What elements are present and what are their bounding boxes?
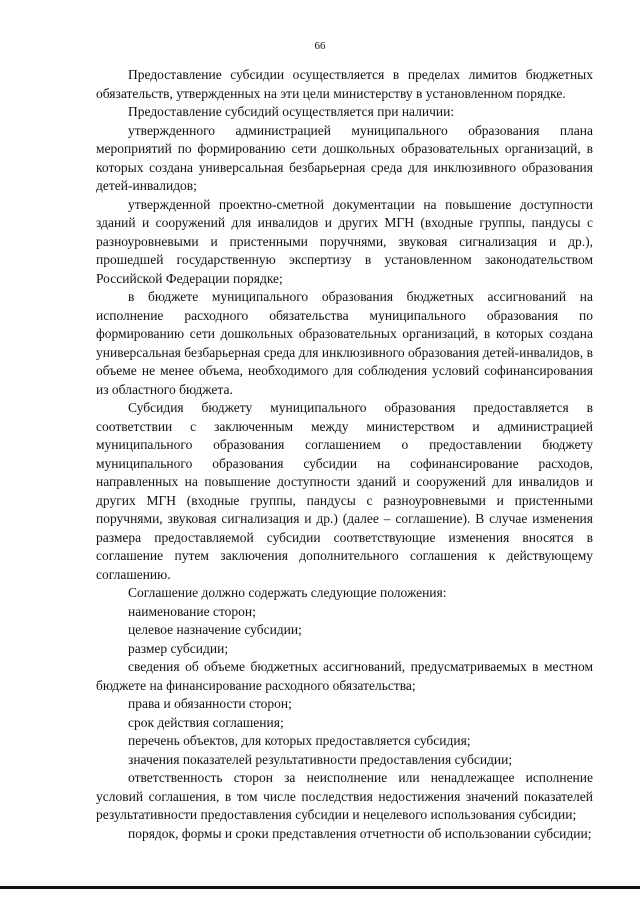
agreement-item: значения показателей результативности предоставления субсидии; bbox=[128, 751, 513, 767]
paragraph-agreement-contents: Соглашение должно содержать следующие положения: bbox=[128, 585, 447, 600]
condition-plan: утвержденного администрацией муниципального образования плана мероприятий по формированию сети дошкольных образовательных организаций, в которых создана универсальная безбарьерная среда для инклюзивного образования детей-инвалидов; bbox=[96, 122, 593, 193]
page-number: 66 bbox=[314, 40, 326, 52]
condition-budget-allocations: в бюджете муниципального образования бюджетных ассигнований на исполнение расходного обязательства муниципального образования по формированию сети дошкольных образовательных организаций, в которых создана универсальная безбарьерная среда для инклюзивного образования детей-инвалидов, в объеме не менее объема, необходимого для соблюдения условий софинансирования из областного бюджета. bbox=[96, 289, 593, 397]
agreement-item: перечень объектов, для которых предоставляется субсидия; bbox=[128, 733, 471, 748]
document-body bbox=[96, 66, 593, 843]
paragraph-conditions-intro: Предоставление субсидий осуществляется при наличии: bbox=[128, 104, 455, 119]
condition-project-docs: утвержденной проектно-сметной документации на повышение доступности зданий и сооружений для инвалидов и других МГН (входные группы, пандусы с разноуровневыми и пристенными поручнями, звуковая сигнализация и др.), прошедшей государственную экспертизу в установленном законодательством Российской Федерации порядке; bbox=[96, 196, 593, 286]
agreement-item: размер субсидии; bbox=[128, 640, 229, 656]
paragraph-budget-limits: Предоставление субсидии осуществляется в пределах лимитов бюджетных обязательств, утвержденных на эти цели министерству в установленном порядке. bbox=[96, 67, 593, 101]
agreement-item: срок действия соглашения; bbox=[128, 714, 284, 730]
agreement-item: целевое назначение субсидии; bbox=[128, 622, 302, 637]
paragraph-subsidy-agreement: Субсидия бюджету муниципального образования предоставляется в соответствии с заключенным между министерством и администрацией муниципального образования соглашением о предоставлении бюджету муниципального образования субсидии на софинансирование расходов, направленных на повышение доступности зданий и сооружений для инвалидов и других МГН (входные группы, пандусы с разноуровневыми и пристенными поручнями, звуковая сигнализация и др.) (далее – соглашение). В случае изменения размера предоставляемой субсидии соответствующие изменения вносятся в соглашение путем заключения дополнительного соглашения к действующему соглашению. bbox=[96, 400, 593, 582]
agreement-item: ответственность сторон за неисполнение или ненадлежащее исполнение условий соглашения, в том числе последствия недостижения значений показателей результативности предоставления субсидии и нецелевого использования субсидии; bbox=[96, 770, 593, 822]
agreement-item: права и обязанности сторон; bbox=[128, 696, 292, 711]
footer-rule bbox=[0, 886, 640, 889]
agreement-item: сведения об объеме бюджетных ассигнований, предусматриваемых в местном бюджете на финансирование расходного обязательства; bbox=[96, 659, 593, 693]
agreement-item: порядок, формы и сроки представления отчетности об использовании субсидии; bbox=[128, 825, 592, 841]
agreement-item: наименование сторон; bbox=[128, 603, 256, 619]
